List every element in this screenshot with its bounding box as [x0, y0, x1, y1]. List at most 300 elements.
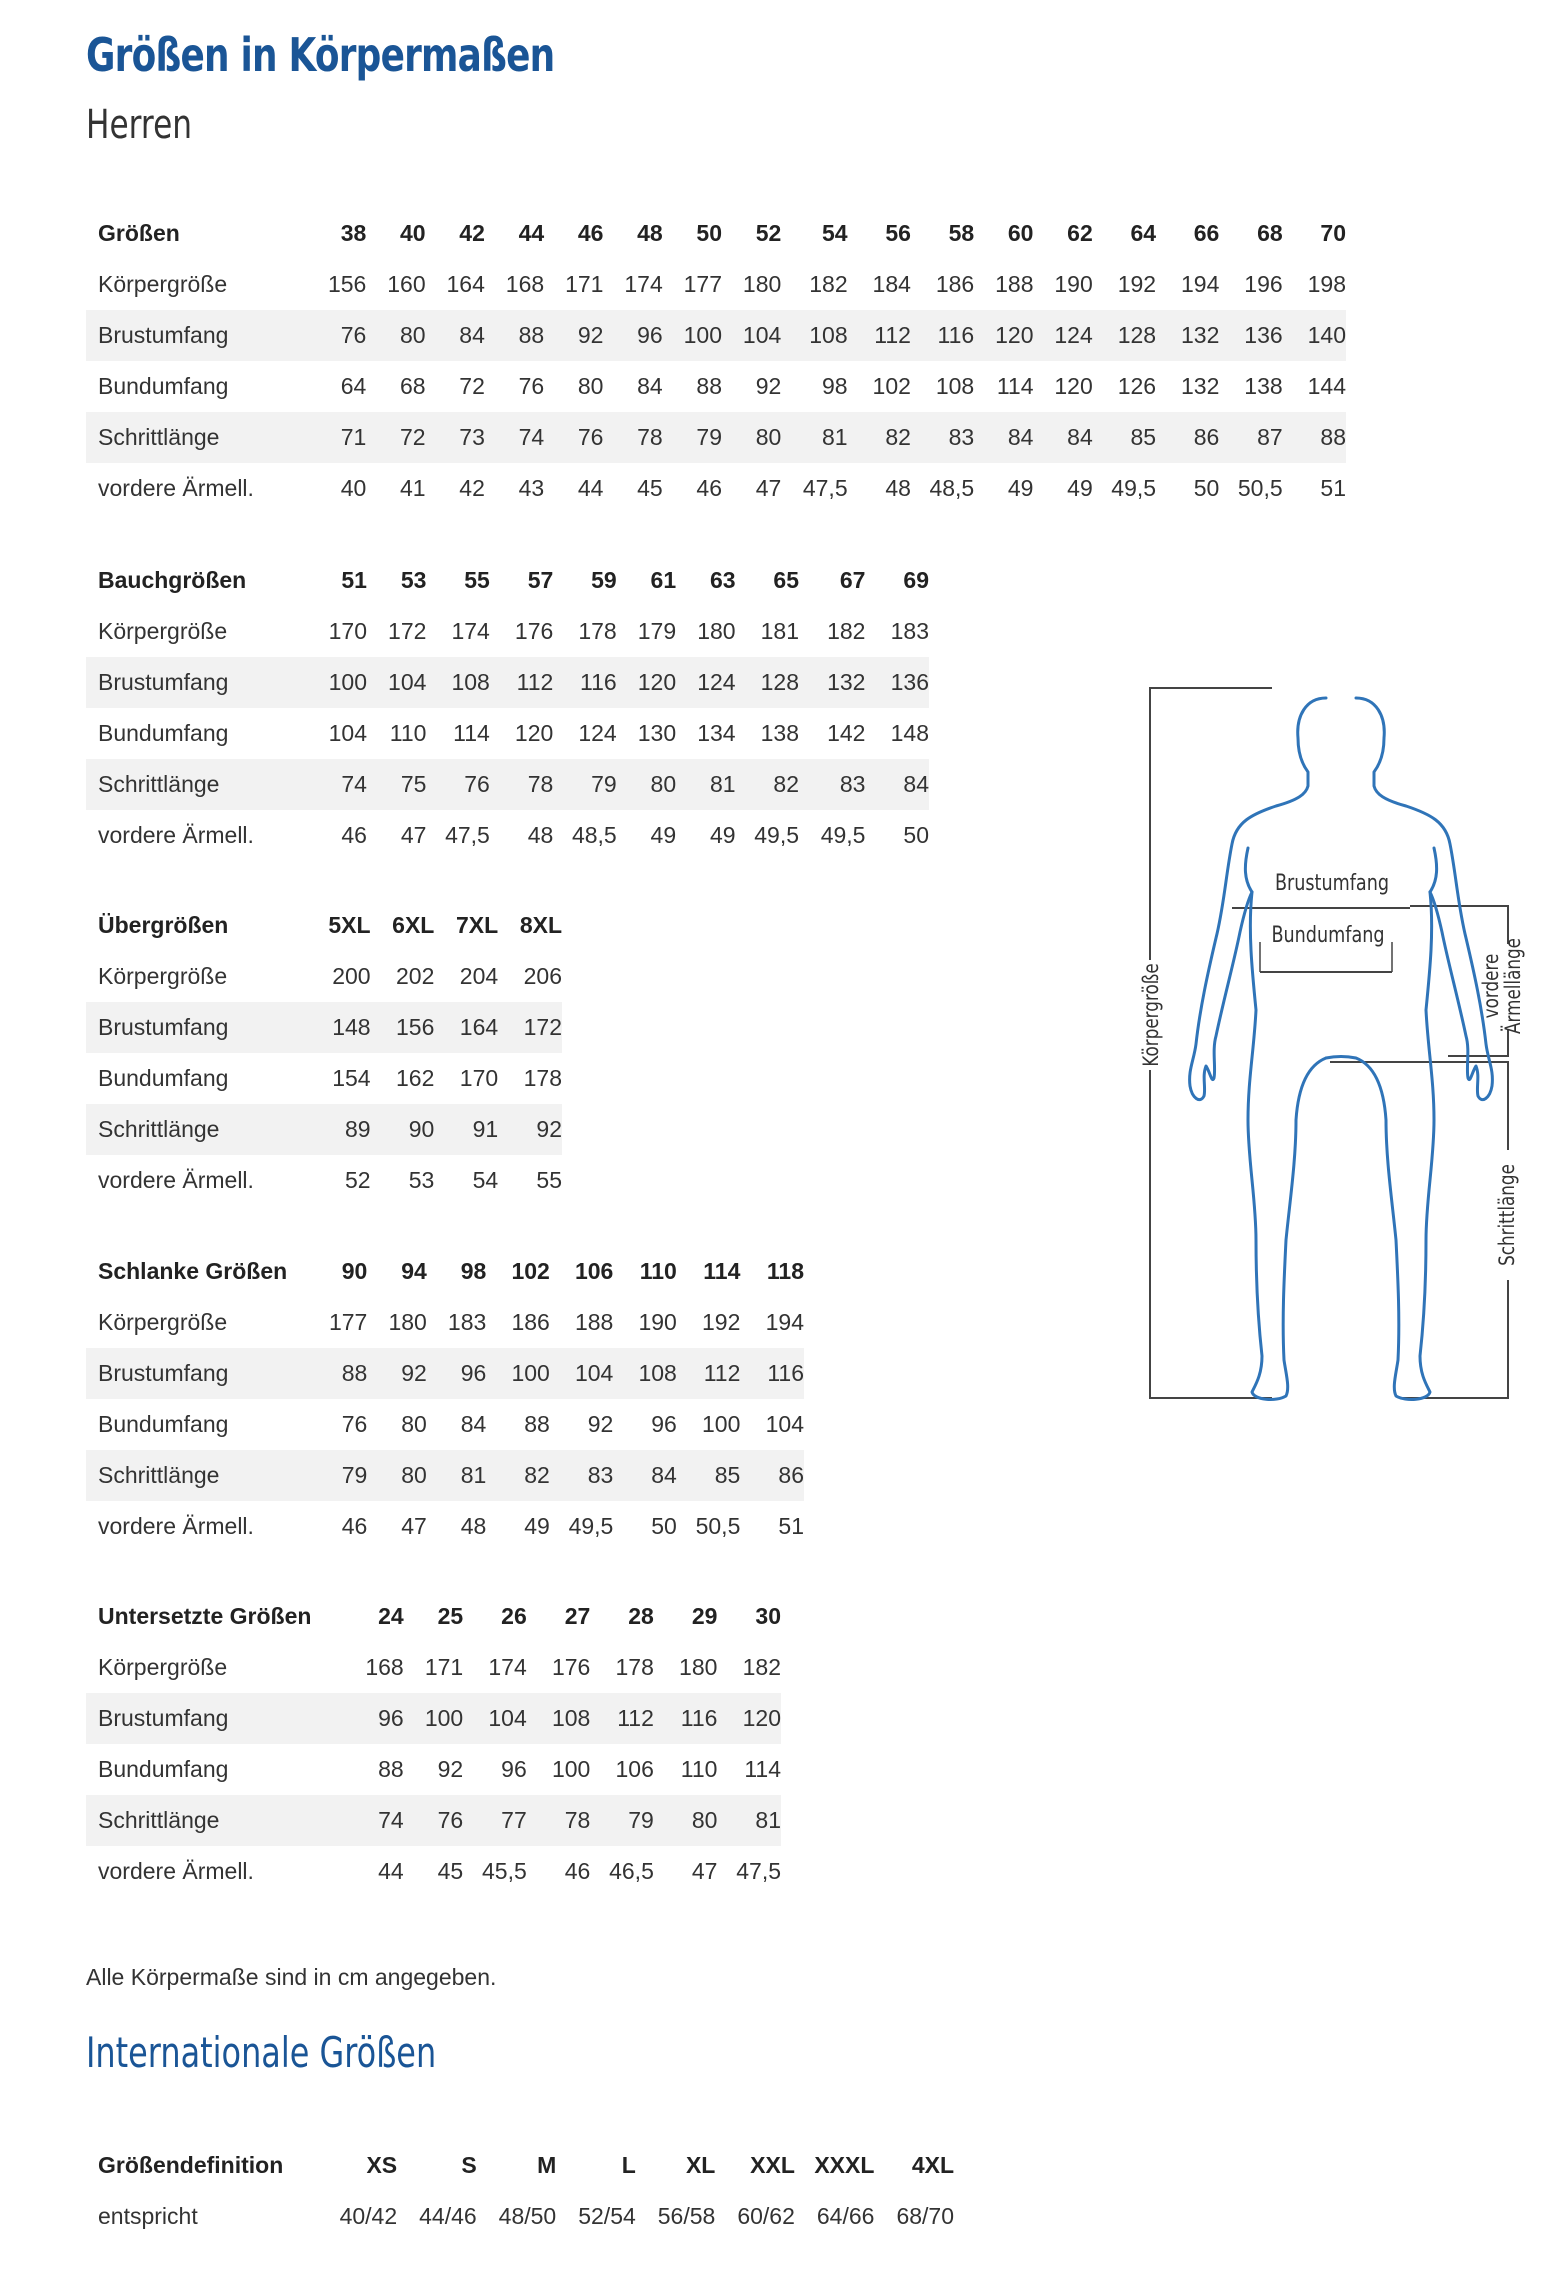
measurement-cell: 88 — [696, 373, 723, 399]
measurement-cell: 78 — [603, 412, 662, 463]
measurement-cell: 92 — [544, 310, 603, 361]
measurement-cell: 154 — [332, 1065, 371, 1091]
size-header-cell: 26 — [501, 1603, 527, 1629]
measurement-cell: 134 — [697, 720, 736, 746]
measurement-cell: 168 — [365, 1654, 404, 1680]
size-header-cell: 5XL — [328, 912, 371, 938]
measurement-cell: 116 — [911, 310, 974, 361]
size-header-cell: 38 — [340, 220, 367, 246]
measurement-cell: 88 — [378, 1756, 404, 1782]
measurement-cell: 181 — [760, 618, 799, 644]
measurement-cell: 98 — [822, 373, 848, 399]
size-header-cell: 114 — [703, 1258, 741, 1284]
size-header-cell: L — [621, 2152, 636, 2178]
measurement-cell: 53 — [408, 1167, 435, 1193]
size-header-cell: 106 — [574, 1258, 614, 1284]
table-header-row — [86, 1591, 781, 1642]
measurement-cell: 49 — [524, 1513, 550, 1539]
table-title: Schlanke Größen — [98, 1258, 288, 1284]
page-subtitle: Herren — [86, 102, 193, 148]
measurement-cell: 79 — [663, 412, 722, 463]
body-right-leg — [1326, 892, 1434, 1399]
measurement-cell: 164 — [434, 1002, 498, 1053]
table-row — [86, 2191, 954, 2242]
measurement-cell: 52/54 — [578, 2203, 636, 2229]
table-header-row — [86, 555, 929, 606]
size-header-cell: 24 — [378, 1603, 404, 1629]
measurement-cell: 116 — [553, 657, 616, 708]
measurement-cell: 180 — [388, 1309, 427, 1335]
measurement-cell: 110 — [389, 720, 427, 746]
measurement-cell: 60/62 — [737, 2203, 795, 2229]
measurement-cell: 47,5 — [802, 475, 848, 501]
measurement-cell: 45,5 — [482, 1858, 527, 1884]
table-header-row — [86, 900, 562, 951]
measurement-cell: 64 — [340, 373, 367, 399]
row-label: Körpergröße — [98, 1654, 228, 1680]
measurement-cell: 108 — [426, 657, 489, 708]
size-header-cell: 25 — [437, 1603, 464, 1629]
size-header-cell: 8XL — [519, 912, 562, 938]
measurement-cell: 78 — [527, 1795, 591, 1846]
inseam-bracket-top — [1330, 1062, 1508, 1150]
row-label: Schrittlänge — [86, 1795, 344, 1846]
measurement-cell: 80 — [654, 1795, 718, 1846]
measurement-cell: 200 — [332, 963, 371, 989]
measurement-cell: 46,5 — [609, 1858, 654, 1884]
measurement-cell: 89 — [309, 1104, 371, 1155]
measurement-cell: 100 — [663, 310, 722, 361]
table-row — [86, 1348, 804, 1399]
measurement-cell: 88 — [524, 1411, 550, 1437]
measurement-cell: 120 — [717, 1693, 781, 1744]
measurement-cell: 128 — [1093, 310, 1156, 361]
measurement-cell: 76 — [426, 759, 489, 810]
measurement-cell: 192 — [1117, 271, 1157, 297]
measurement-cell: 49,5 — [754, 822, 799, 848]
measurement-cell: 43 — [518, 475, 545, 501]
measurement-cell: 106 — [615, 1756, 654, 1782]
measurement-cell: 73 — [426, 412, 485, 463]
size-header-cell: 60 — [1007, 220, 1034, 246]
label-sleeve-1: vordere — [1479, 953, 1504, 1019]
table-row — [86, 310, 1346, 361]
measurement-cell: 84 — [613, 1450, 677, 1501]
size-header-cell: 58 — [948, 220, 975, 246]
table-row — [86, 463, 1346, 514]
measurement-cell: 82 — [848, 412, 911, 463]
measurement-cell: 77 — [463, 1795, 527, 1846]
size-table-schlanke-groessen — [86, 1246, 804, 1552]
measurement-cell: 108 — [613, 1348, 677, 1399]
measurement-cell: 85 — [1093, 412, 1156, 463]
measurement-cell: 42 — [459, 475, 485, 501]
measurement-cell: 46 — [564, 1858, 591, 1884]
measurement-cell: 124 — [676, 657, 735, 708]
measurement-cell: 110 — [680, 1756, 718, 1782]
measurement-cell: 79 — [553, 759, 616, 810]
size-header-cell: 59 — [591, 567, 617, 593]
size-header-cell: 62 — [1067, 220, 1093, 246]
measurement-cell: 178 — [523, 1065, 562, 1091]
size-header-cell: 66 — [1193, 220, 1220, 246]
unit-note: Alle Körpermaße sind in cm angegeben. — [86, 1964, 497, 1990]
measurement-cell: 80 — [617, 759, 676, 810]
measurement-cell: 171 — [565, 271, 604, 297]
body-measurement-figure — [1120, 680, 1558, 1420]
measurement-cell: 45 — [637, 475, 663, 501]
measurement-cell: 84 — [426, 310, 485, 361]
measurement-cell: 84 — [865, 759, 929, 810]
size-header-cell: 67 — [839, 567, 866, 593]
size-table-bauchgroessen — [86, 555, 929, 861]
size-header-cell: 56 — [885, 220, 911, 246]
size-header-cell: 44 — [518, 220, 545, 246]
row-label: Körpergröße — [98, 271, 228, 297]
body-measurement-diagram — [1120, 680, 1558, 1420]
measurement-cell: 81 — [717, 1795, 781, 1846]
size-header-cell: 110 — [639, 1258, 677, 1284]
table-title: Größen — [98, 220, 180, 246]
measurement-cell: 47,5 — [736, 1858, 781, 1884]
measurement-cell: 80 — [401, 1411, 427, 1437]
size-header-cell: XXL — [750, 2152, 795, 2178]
measurement-cell: 156 — [327, 271, 367, 297]
measurement-cell: 44 — [577, 475, 604, 501]
measurement-cell: 177 — [328, 1309, 368, 1335]
measurement-cell: 86 — [740, 1450, 804, 1501]
measurement-cell: 96 — [651, 1411, 677, 1437]
measurement-cell: 55 — [536, 1167, 562, 1193]
table-row — [86, 810, 929, 861]
measurement-cell: 92 — [498, 1104, 562, 1155]
measurement-cell: 174 — [624, 271, 663, 297]
table-row — [86, 412, 1346, 463]
table-row — [86, 708, 929, 759]
measurement-cell: 50 — [903, 822, 929, 848]
row-label: Brustumfang — [86, 310, 307, 361]
measurement-cell: 49 — [650, 822, 677, 848]
table-row — [86, 1002, 562, 1053]
measurement-cell: 88 — [1283, 412, 1346, 463]
measurement-cell: 202 — [395, 963, 435, 989]
measurement-cell: 179 — [637, 618, 677, 644]
size-header-cell: 54 — [822, 220, 848, 246]
measurement-cell: 50 — [651, 1513, 677, 1539]
measurement-cell: 182 — [809, 271, 848, 297]
row-label: Körpergröße — [98, 963, 228, 989]
size-header-cell: 98 — [460, 1258, 487, 1284]
measurement-cell: 72 — [366, 412, 425, 463]
measurement-cell: 75 — [367, 759, 426, 810]
page-title: Größen in Körpermaßen — [86, 28, 555, 82]
measurement-cell: 190 — [638, 1309, 677, 1335]
measurement-cell: 50,5 — [695, 1513, 741, 1539]
measurement-cell: 74 — [344, 1795, 404, 1846]
size-header-cell: 68 — [1257, 220, 1283, 246]
table-header-row — [86, 208, 1346, 259]
table-row — [86, 657, 929, 708]
label-sleeve-2: Ärmellänge — [1501, 937, 1526, 1035]
measurement-cell: 172 — [388, 618, 427, 644]
size-header-cell: 57 — [527, 567, 554, 593]
measurement-cell: 132 — [1180, 373, 1220, 399]
measurement-cell: 102 — [872, 373, 911, 399]
table-row — [86, 1104, 562, 1155]
table-row — [86, 1155, 562, 1206]
measurement-cell: 170 — [459, 1065, 499, 1091]
measurement-cell: 194 — [1180, 271, 1220, 297]
label-chest: Brustumfang — [1274, 870, 1390, 896]
measurement-cell: 104 — [765, 1411, 804, 1437]
row-label: Körpergröße — [98, 618, 228, 644]
measurement-cell: 64/66 — [816, 2203, 875, 2229]
row-label: Schrittlänge — [86, 412, 307, 463]
size-header-cell: 48 — [637, 220, 663, 246]
table-row — [86, 1297, 804, 1348]
measurement-cell: 100 — [404, 1693, 464, 1744]
table-row — [86, 361, 1346, 412]
measurement-cell: 124 — [1033, 310, 1092, 361]
measurement-cell: 49,5 — [568, 1513, 614, 1539]
measurement-cell: 72 — [459, 373, 485, 399]
size-header-cell: 52 — [755, 220, 782, 246]
size-header-cell: 53 — [400, 567, 427, 593]
measurement-cell: 171 — [424, 1654, 464, 1680]
measurement-cell: 74 — [485, 412, 544, 463]
measurement-cell: 83 — [799, 759, 865, 810]
measurement-cell: 84 — [974, 412, 1033, 463]
measurement-cell: 47,5 — [445, 822, 490, 848]
size-header-cell: 29 — [691, 1603, 718, 1629]
measurement-cell: 100 — [308, 657, 367, 708]
table-title: Größendefinition — [98, 2152, 284, 2178]
measurement-cell: 192 — [701, 1309, 741, 1335]
measurement-cell: 124 — [578, 720, 617, 746]
table-row — [86, 259, 1346, 310]
measurement-cell: 51 — [778, 1513, 804, 1539]
measurement-cell: 108 — [781, 310, 847, 361]
row-label: Brustumfang — [86, 1693, 344, 1744]
measurement-cell: 156 — [371, 1002, 435, 1053]
size-header-cell: 51 — [341, 567, 367, 593]
height-bracket-bottom — [1150, 1070, 1272, 1398]
row-label: Brustumfang — [86, 657, 308, 708]
measurement-cell: 83 — [550, 1450, 614, 1501]
measurement-cell: 100 — [701, 1411, 741, 1437]
measurement-cell: 80 — [366, 310, 425, 361]
measurement-cell: 176 — [514, 618, 554, 644]
measurement-cell: 82 — [736, 759, 799, 810]
measurement-cell: 40/42 — [339, 2203, 398, 2229]
measurement-cell: 168 — [505, 271, 545, 297]
table-header-row — [86, 2140, 954, 2191]
measurement-cell: 84 — [460, 1411, 487, 1437]
label-waist: Bundumfang — [1271, 922, 1385, 948]
measurement-cell: 49,5 — [1111, 475, 1157, 501]
measurement-cell: 186 — [511, 1309, 550, 1335]
measurement-cell: 96 — [344, 1693, 404, 1744]
measurement-cell: 112 — [590, 1693, 654, 1744]
measurement-cell: 85 — [677, 1450, 741, 1501]
row-label: vordere Ärmell. — [98, 475, 254, 501]
measurement-cell: 92 — [587, 1411, 614, 1437]
international-sizes-title: Internationale Größen — [86, 2028, 437, 2077]
measurement-cell: 164 — [446, 271, 485, 297]
size-header-cell: 70 — [1320, 220, 1346, 246]
measurement-cell: 142 — [827, 720, 866, 746]
measurement-cell: 46 — [696, 475, 723, 501]
measurement-cell: 51 — [1320, 475, 1346, 501]
measurement-cell: 84 — [1033, 412, 1092, 463]
measurement-cell: 49 — [1067, 475, 1093, 501]
measurement-cell: 46 — [341, 822, 367, 848]
body-silhouette — [1190, 698, 1493, 1399]
table-row — [86, 1744, 781, 1795]
measurement-cell: 84 — [637, 373, 663, 399]
measurement-cell: 81 — [676, 759, 735, 810]
table-title: Untersetzte Größen — [98, 1603, 312, 1629]
row-label: vordere Ärmell. — [98, 1858, 254, 1884]
measurement-cell: 196 — [1244, 271, 1283, 297]
measurement-cell: 81 — [427, 1450, 486, 1501]
measurement-cell: 204 — [459, 963, 499, 989]
measurement-cell: 178 — [615, 1654, 654, 1680]
measurement-cell: 49 — [709, 822, 736, 848]
measurement-cell: 108 — [935, 373, 975, 399]
row-label: Bundumfang — [98, 1756, 229, 1782]
measurement-cell: 50 — [1193, 475, 1220, 501]
measurement-cell: 92 — [437, 1756, 464, 1782]
measurement-cell: 190 — [1054, 271, 1093, 297]
measurement-cell: 68/70 — [896, 2203, 954, 2229]
measurement-cell: 92 — [367, 1348, 426, 1399]
measurement-cell: 96 — [603, 310, 662, 361]
size-header-cell: 6XL — [392, 912, 435, 938]
measurement-cell: 182 — [742, 1654, 781, 1680]
row-label: Brustumfang — [86, 1002, 309, 1053]
measurement-cell: 126 — [1117, 373, 1157, 399]
measurement-cell: 138 — [1244, 373, 1283, 399]
size-header-cell: 50 — [696, 220, 723, 246]
measurement-cell: 184 — [872, 271, 911, 297]
table-row — [86, 606, 929, 657]
row-label: Bundumfang — [98, 1411, 229, 1437]
measurement-cell: 148 — [309, 1002, 371, 1053]
size-header-cell: 28 — [628, 1603, 654, 1629]
sleeve-bracket-bottom — [1448, 1030, 1508, 1056]
measurement-cell: 206 — [523, 963, 562, 989]
measurement-cell: 116 — [654, 1693, 718, 1744]
table-row — [86, 759, 929, 810]
size-header-cell: 27 — [564, 1603, 591, 1629]
measurement-cell: 186 — [935, 271, 975, 297]
measurement-cell: 174 — [451, 618, 490, 644]
measurement-cell: 120 — [974, 310, 1033, 361]
measurement-cell: 160 — [387, 271, 426, 297]
measurement-cell: 54 — [472, 1167, 499, 1193]
size-header-cell: S — [461, 2152, 477, 2178]
measurement-cell: 104 — [550, 1348, 614, 1399]
row-label: Bundumfang — [98, 720, 229, 746]
measurement-cell: 176 — [551, 1654, 591, 1680]
size-header-cell: 90 — [341, 1258, 368, 1284]
measurement-cell: 120 — [514, 720, 554, 746]
table-row — [86, 1053, 562, 1104]
table-title: Bauchgrößen — [98, 567, 247, 593]
size-header-cell: 64 — [1130, 220, 1157, 246]
row-label: Bundumfang — [98, 1065, 229, 1091]
measurement-cell: 136 — [865, 657, 929, 708]
measurement-cell: 47 — [401, 1513, 427, 1539]
row-label: Schrittlänge — [86, 759, 308, 810]
size-header-cell: 55 — [464, 567, 490, 593]
measurement-cell: 92 — [755, 373, 782, 399]
measurement-cell: 48/50 — [498, 2203, 557, 2229]
measurement-cell: 49 — [1007, 475, 1034, 501]
measurement-cell: 79 — [590, 1795, 654, 1846]
measurement-cell: 48 — [527, 822, 554, 848]
size-header-cell: 30 — [755, 1603, 781, 1629]
size-header-cell: 61 — [650, 567, 677, 593]
measurement-cell: 132 — [799, 657, 865, 708]
measurement-cell: 44/46 — [419, 2203, 477, 2229]
table-row — [86, 951, 562, 1002]
measurement-cell: 128 — [736, 657, 799, 708]
measurement-cell: 47 — [691, 1858, 718, 1884]
measurement-cell: 81 — [781, 412, 847, 463]
measurement-cell: 116 — [740, 1348, 804, 1399]
table-row — [86, 1846, 781, 1897]
table-row — [86, 1501, 804, 1552]
measurement-cell: 180 — [697, 618, 736, 644]
measurement-cell: 44 — [378, 1858, 404, 1884]
size-header-cell: 40 — [400, 220, 426, 246]
measurement-cell: 87 — [1219, 412, 1282, 463]
measurement-cell: 138 — [760, 720, 799, 746]
size-header-cell: XL — [685, 2152, 716, 2178]
measurement-cell: 120 — [1054, 373, 1093, 399]
measurement-cell: 52 — [344, 1167, 371, 1193]
measurement-cell: 140 — [1283, 310, 1346, 361]
measurement-cell: 104 — [463, 1693, 527, 1744]
label-inseam: Schrittlänge — [1495, 1164, 1520, 1266]
measurement-cell: 80 — [367, 1450, 426, 1501]
measurement-cell: 80 — [722, 412, 781, 463]
measurement-cell: 132 — [1156, 310, 1219, 361]
measurement-cell: 108 — [527, 1693, 591, 1744]
row-label: Schrittlänge — [86, 1104, 309, 1155]
size-header-cell: 42 — [459, 220, 485, 246]
measurement-cell: 104 — [722, 310, 781, 361]
measurement-cell: 79 — [308, 1450, 367, 1501]
measurement-cell: 188 — [995, 271, 1034, 297]
measurement-cell: 48,5 — [929, 475, 975, 501]
size-header-cell: 102 — [511, 1258, 550, 1284]
table-title: Übergrößen — [98, 912, 229, 938]
table-row — [86, 1450, 804, 1501]
measurement-cell: 183 — [890, 618, 929, 644]
measurement-cell: 198 — [1307, 271, 1346, 297]
measurement-cell: 46 — [341, 1513, 368, 1539]
measurement-cell: 40 — [340, 475, 367, 501]
height-bracket-top — [1150, 688, 1272, 960]
size-header-cell: 69 — [903, 567, 929, 593]
label-height: Körpergröße — [1139, 963, 1164, 1067]
measurement-cell: 48 — [460, 1513, 487, 1539]
size-header-cell: 118 — [766, 1258, 804, 1284]
measurement-cell: 100 — [551, 1756, 591, 1782]
